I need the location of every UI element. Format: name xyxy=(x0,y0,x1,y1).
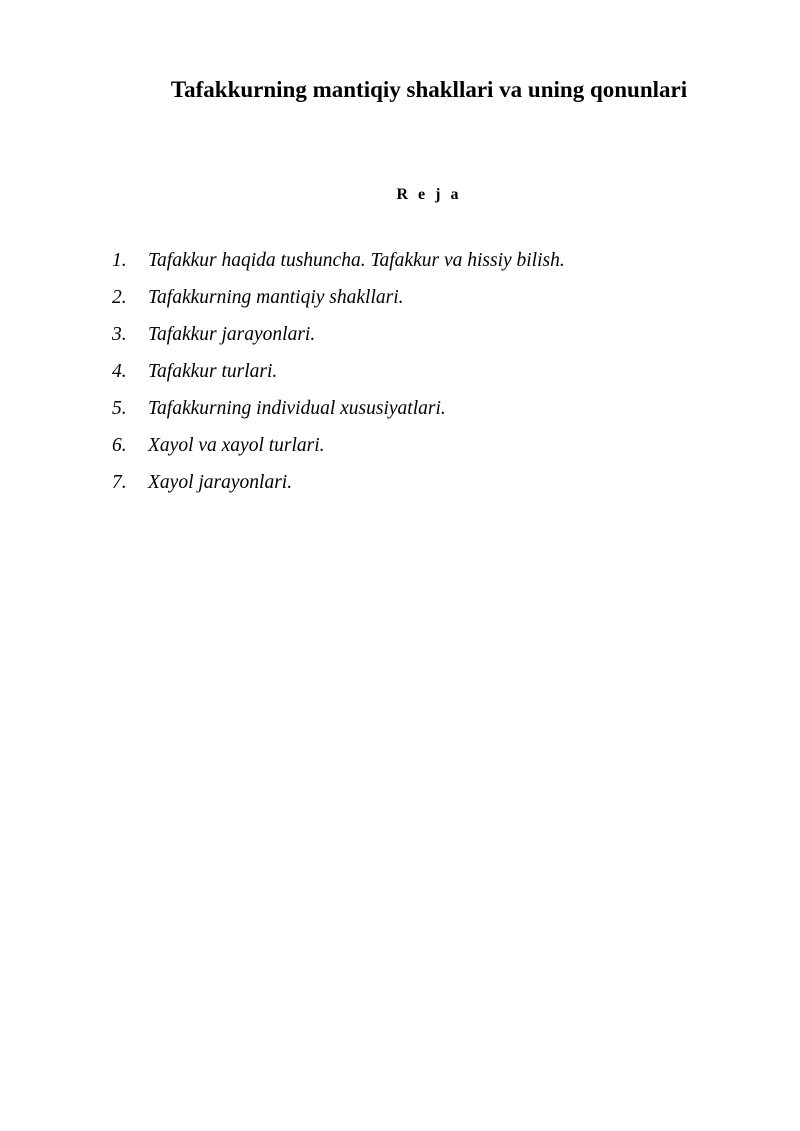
plan-item-text: Xayol va xayol turlari. xyxy=(148,435,325,456)
plan-heading: R e j a xyxy=(396,186,462,203)
plan-item xyxy=(112,285,565,322)
plan-item-number: 7. xyxy=(112,472,127,493)
plan-item-text: Xayol jarayonlari. xyxy=(148,472,293,493)
plan-item-text: Tafakkur haqida tushuncha. Tafakkur va hissiy bilish. xyxy=(148,250,565,271)
plan-item xyxy=(112,359,565,396)
plan-item-text: Tafakkur jarayonlari. xyxy=(148,324,316,345)
plan-item xyxy=(112,433,565,470)
plan-item-number: 3. xyxy=(112,324,127,345)
plan-list xyxy=(112,248,565,507)
plan-item xyxy=(112,470,565,507)
plan-item-text: Tafakkur turlari. xyxy=(148,361,278,382)
plan-item-text: Tafakkurning mantiqiy shakllari. xyxy=(148,287,404,308)
plan-item-number: 4. xyxy=(112,361,127,382)
plan-item-number: 6. xyxy=(112,435,127,456)
plan-item-number: 2. xyxy=(112,287,127,308)
plan-item xyxy=(112,322,565,359)
document-title: Tafakkurning mantiqiy shakllari va uning qonunlari xyxy=(170,77,688,102)
plan-item xyxy=(112,248,565,285)
plan-item-text: Tafakkurning individual xususiyatlari. xyxy=(148,398,446,419)
plan-item-number: 1. xyxy=(112,250,127,271)
plan-item-number: 5. xyxy=(112,398,127,419)
plan-item xyxy=(112,396,565,433)
